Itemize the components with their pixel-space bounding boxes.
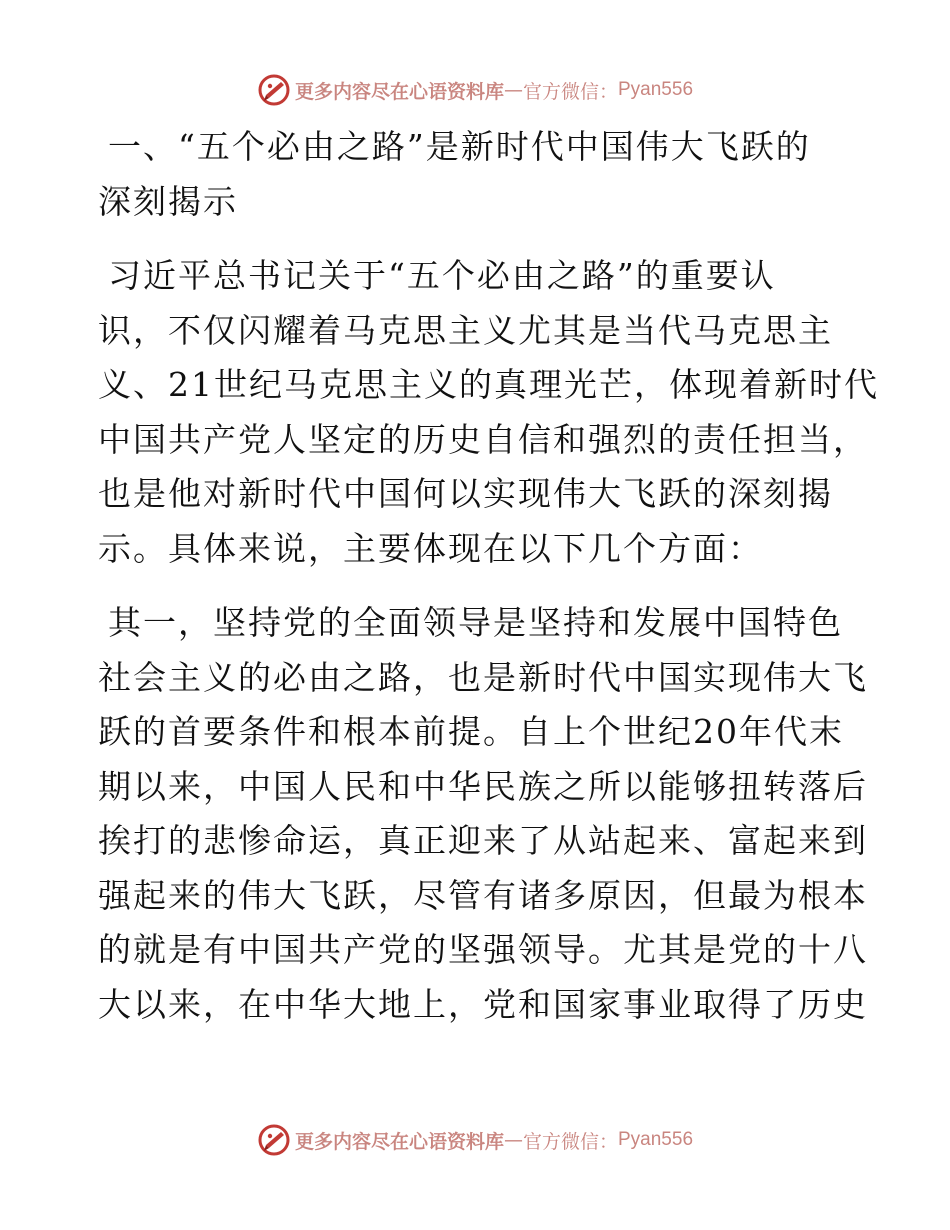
paragraph-line: 挨打的悲惨命运，真正迎来了从站起来、富起来到	[98, 821, 868, 860]
banner-text: 更多内容尽在心语资料库	[294, 1130, 504, 1153]
banner-separator: —	[503, 1129, 523, 1151]
paragraph-line: 义、21世纪马克思主义的真理光芒，体现着新时代	[98, 365, 879, 404]
paragraph	[98, 596, 868, 1032]
banner-separator: —	[503, 79, 523, 101]
paragraph-line: 中国共产党人坚定的历史自信和强烈的责任担当，	[98, 419, 868, 459]
paragraph-line: 其一，坚持党的全面领导是坚持和发展中国特色	[108, 603, 843, 642]
banner-text: 更多内容尽在心语资料库	[294, 80, 504, 103]
paragraph-line: 大以来，在中华大地上，党和国家事业取得了历史	[98, 984, 868, 1024]
heading-line: 深刻揭示	[98, 181, 238, 221]
document-body	[98, 120, 879, 1032]
paragraph-line: 示。具体来说，主要体现在以下几个方面：	[98, 528, 763, 568]
logo-icon	[257, 73, 291, 107]
paragraph-line: 强起来的伟大飞跃，尽管有诸多原因，但最为根本	[98, 875, 868, 915]
paragraph-line: 跃的首要条件和根本前提。自上个世纪20年代末	[98, 712, 844, 751]
logo-icon	[257, 1123, 291, 1157]
banner-wechat-id: Pyan556	[618, 1129, 694, 1150]
paragraph-line: 识，不仅闪耀着马克思主义尤其是当代马克思主	[98, 310, 833, 350]
paragraph-line: 社会主义的必由之路，也是新时代中国实现伟大飞	[98, 657, 868, 697]
banner-wechat-label: 官方微信：	[522, 80, 618, 103]
paragraph-line: 的就是有中国共产党的坚强领导。尤其是党的十八	[98, 930, 868, 969]
paragraph-line: 也是他对新时代中国何以实现伟大飞跃的深刻揭	[98, 474, 833, 513]
paragraph-line: 习近平总书记关于“五个必由之路”的重要认	[108, 256, 776, 295]
paragraph	[98, 249, 879, 576]
header-banner	[0, 70, 950, 110]
paragraph-line: 期以来，中国人民和中华民族之所以能够扭转落后	[98, 766, 868, 806]
section-heading	[98, 120, 858, 229]
banner-wechat-id: Pyan556	[618, 79, 694, 100]
banner-wechat-label: 官方微信：	[522, 1130, 618, 1153]
footer-banner	[0, 1120, 950, 1160]
heading-line: 一、“五个必由之路”是新时代中国伟大飞跃的	[108, 127, 811, 166]
